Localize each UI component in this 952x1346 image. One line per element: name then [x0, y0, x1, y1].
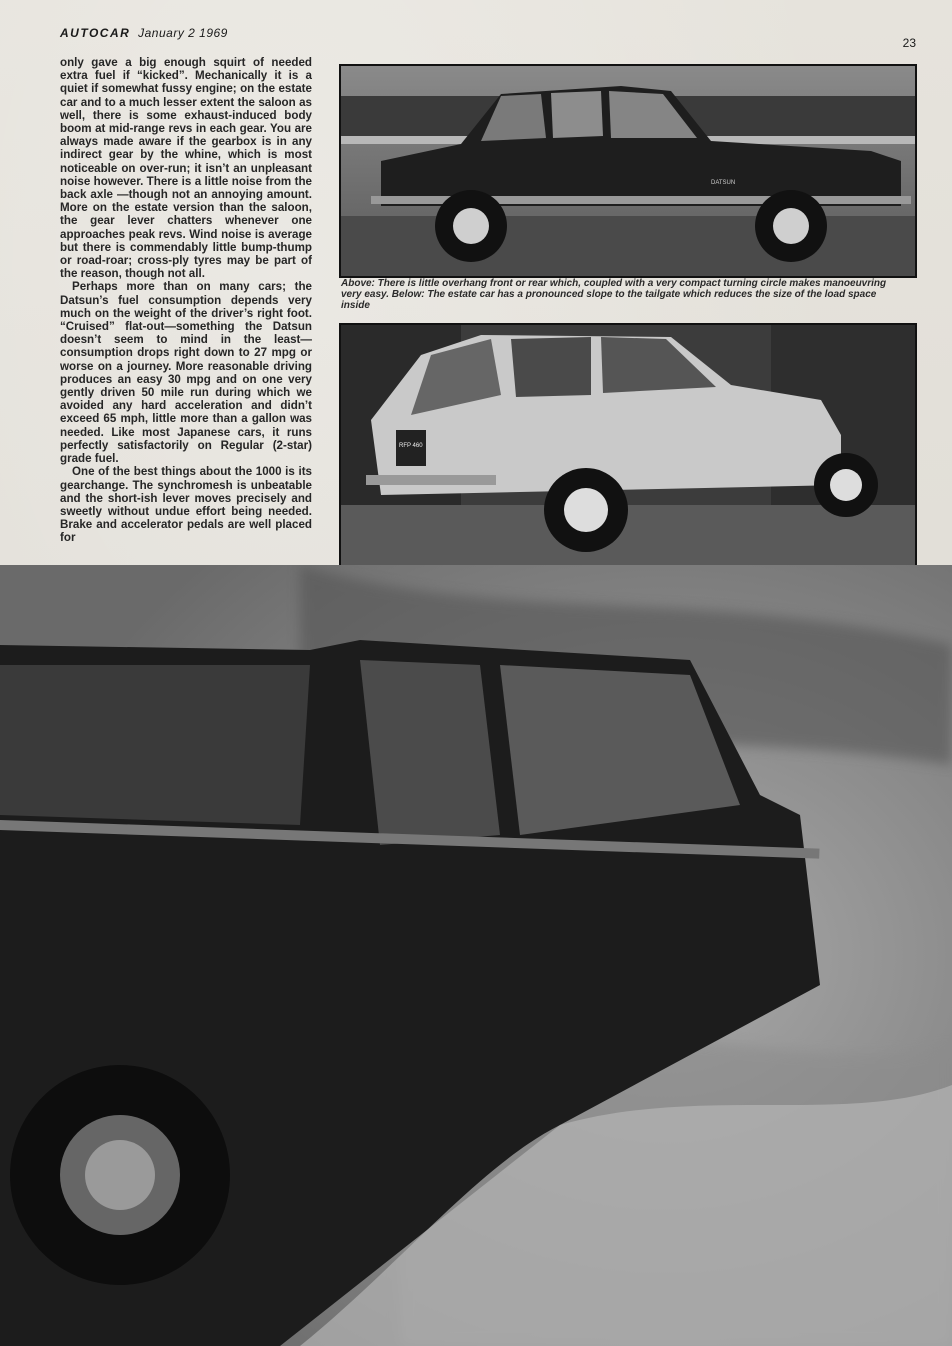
page-number: 23 [902, 36, 916, 50]
paragraph: One of the best things about the 1000 is its gearchange. The synchromesh is unbeatable and the short-ish lever moves precisely and sweetly without undue effort being needed. Brake and accelerator pedals are well placed for [60, 465, 312, 545]
car-badge: DATSUN [711, 180, 736, 186]
issue-date: January 2 1969 [138, 26, 228, 40]
license-plate: RFP 460 [399, 443, 423, 449]
photo-caption: Above: There is little overhang front or rear which, coupled with a very compact turning circle makes manoeuvring very easy. Below: The estate car has a pronounced slope to the tailgate which reduces the size of the load space inside [341, 278, 887, 311]
article-column [60, 56, 312, 545]
saloon-photo [339, 64, 917, 278]
estate-photo [339, 323, 917, 567]
paragraph: only gave a big enough squirt of needed extra fuel if “kicked”. Mechanically it is a quiet if somewhat fussy engine; on the estate car and to a much lesser extent the saloon as well, there is some exhaust-induced body boom at mid-range revs in each gear. You are always made aware if the gearbox is in any indirect gear by the whine, which is most noticeable on over-run; it isn’t an unpleasant noise however. There is a little noise from the back axle —though not an annoying amount. More on the estate version than the saloon, the gear lever chatters whenever one approaches peak revs. Wind noise is average but there is commendably little bump-thump or road-roar; cross-ply tyres may be part of the reason, though not all. [60, 56, 312, 281]
paragraph: Perhaps more than on many cars; the Datsun’s fuel consumption depends very much on the weight of the driver’s right foot. “Cruised” flat-out—something the Datsun doesn’t seem to mind in the least—consumption drops right down to 27 mpg or worse on a journey. More reasonable driving produces an easy 30 mpg and on one very gently driven 50 mile run during which we avoided any hard acceleration and didn’t exceed 65 mph, little more than a gallon was needed. Like most Japanese cars, it runs perfectly satisfactorily on Regular (2-star) grade fuel. [60, 280, 312, 466]
page-header [60, 26, 228, 46]
action-photo [0, 565, 952, 1346]
magazine-title: AUTOCAR [60, 26, 131, 40]
